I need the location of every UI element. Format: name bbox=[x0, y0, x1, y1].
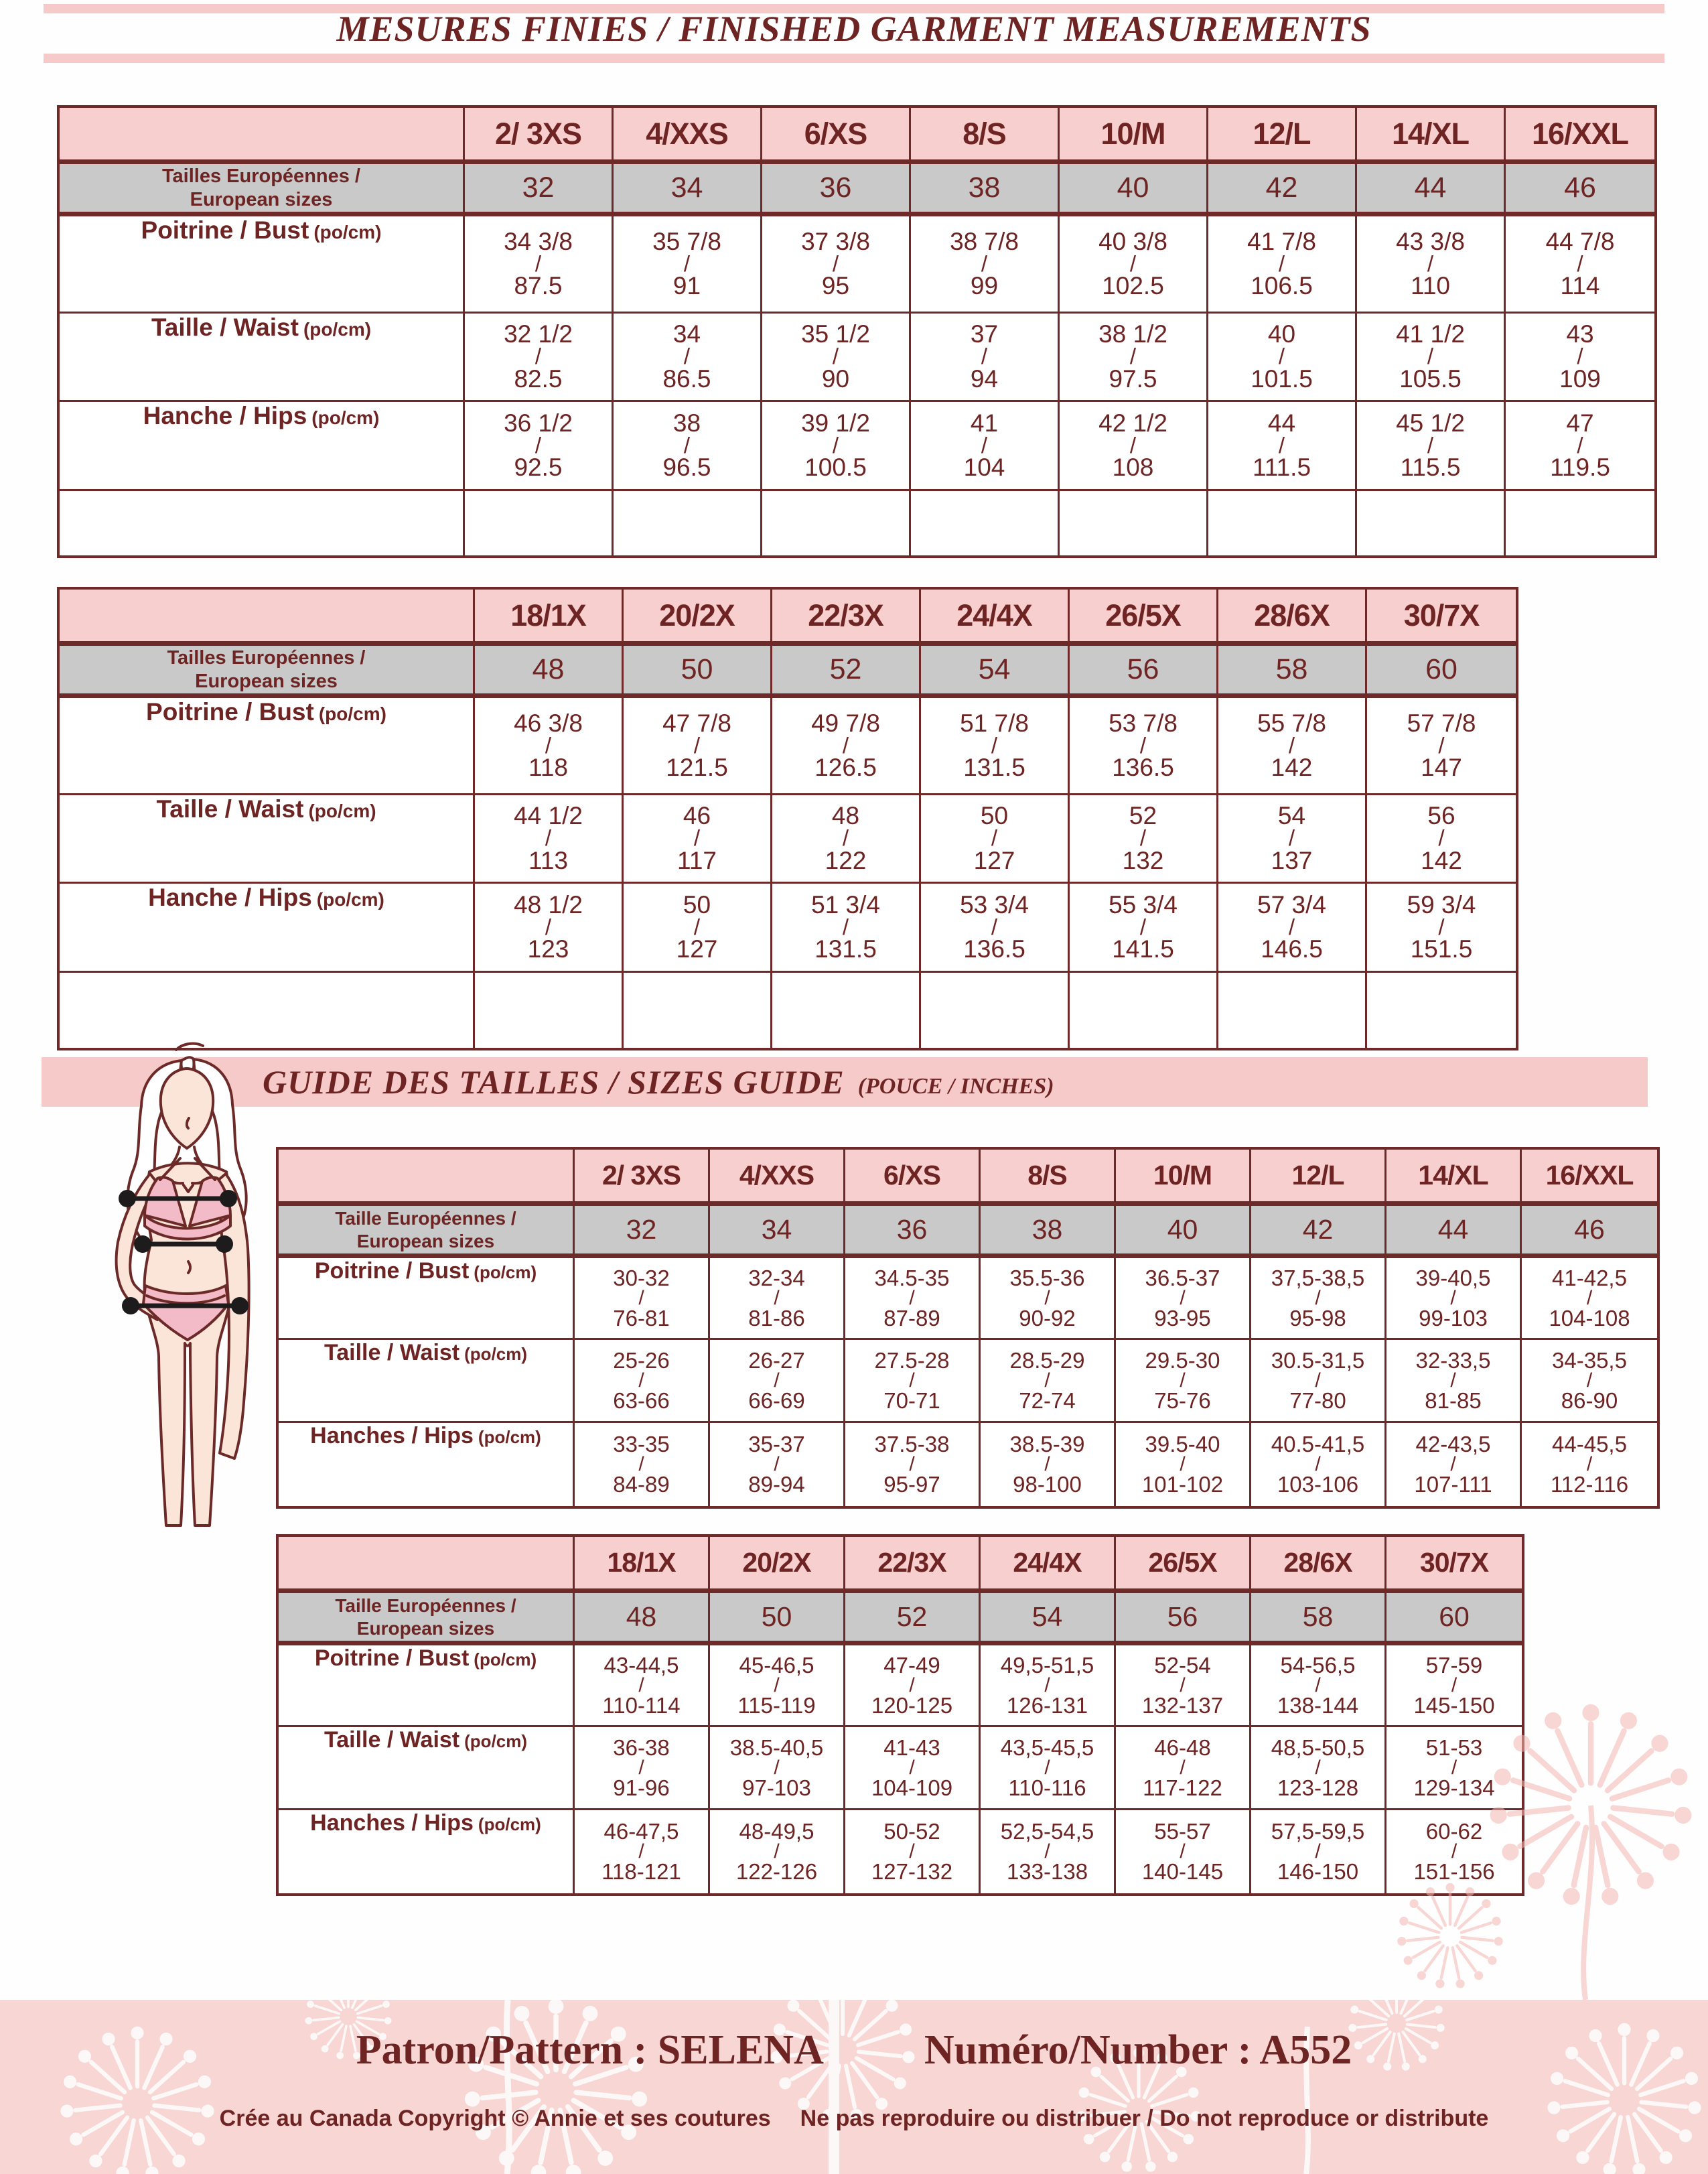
euro-size-cell: 56 bbox=[1116, 1593, 1251, 1645]
woman-figure-illustration bbox=[64, 1040, 305, 1530]
euro-size-cell: 52 bbox=[845, 1593, 981, 1645]
euro-size-cell: 50 bbox=[624, 646, 772, 698]
measurement-cell: 36.5-37 / 93-95 bbox=[1116, 1258, 1251, 1340]
euro-size-cell: 50 bbox=[710, 1593, 845, 1645]
dandelion-decoration-footer bbox=[0, 2000, 1708, 2174]
measurement-cell: 53 3/4 / 136.5 bbox=[921, 884, 1070, 973]
measurement-cell: 47-49 / 120-125 bbox=[845, 1645, 981, 1727]
footer-pattern-line bbox=[0, 2027, 1708, 2074]
measurement-row-label: Taille / Waist (po/cm) bbox=[60, 795, 475, 884]
measurement-cell: 44 1/2 / 113 bbox=[475, 795, 624, 884]
euro-size-cell: 38 bbox=[981, 1206, 1116, 1258]
measurement-cell: 32-33,5 / 81-85 bbox=[1386, 1340, 1522, 1423]
sizes-guide-table-standard bbox=[276, 1147, 1660, 1509]
top-stripe-2 bbox=[44, 54, 1664, 63]
measurement-cell: 45-46,5 / 115-119 bbox=[710, 1645, 845, 1727]
measurement-row-label: Poitrine / Bust (po/cm) bbox=[60, 216, 465, 314]
measurement-cell: 51-53 / 129-134 bbox=[1386, 1727, 1522, 1810]
measurement-cell: 32 1/2 / 82.5 bbox=[465, 314, 614, 402]
measurement-cell: 38 / 96.5 bbox=[614, 402, 762, 491]
euro-size-cell: 60 bbox=[1367, 646, 1516, 698]
measurement-cell: 34.5-35 / 87-89 bbox=[845, 1258, 981, 1340]
size-header-cell: 30/7X bbox=[1386, 1537, 1522, 1593]
size-header-cell: 8/S bbox=[911, 108, 1060, 164]
size-header-cell: 10/M bbox=[1116, 1150, 1251, 1206]
measurement-cell: 35-37 / 89-94 bbox=[710, 1423, 845, 1506]
size-header-cell: 22/3X bbox=[772, 590, 921, 646]
measurement-cell: 38 7/8 / 99 bbox=[911, 216, 1060, 314]
euro-size-cell: 36 bbox=[845, 1206, 981, 1258]
size-header-cell: 24/4X bbox=[921, 590, 1070, 646]
size-header-cell: 16/XXL bbox=[1506, 108, 1654, 164]
euro-size-cell: 40 bbox=[1060, 164, 1208, 216]
empty-cell bbox=[921, 973, 1070, 1048]
empty-cell bbox=[1357, 491, 1506, 555]
euro-size-cell: 42 bbox=[1208, 164, 1357, 216]
measurement-cell: 37,5-38,5 / 95-98 bbox=[1251, 1258, 1386, 1340]
euro-size-cell: 48 bbox=[475, 646, 624, 698]
table-corner-cell bbox=[60, 590, 475, 646]
measurement-cell: 40.5-41,5 / 103-106 bbox=[1251, 1423, 1386, 1506]
euro-sizes-label: Tailles Européennes / European sizes bbox=[60, 164, 465, 216]
size-header-cell: 28/6X bbox=[1218, 590, 1367, 646]
measurement-cell: 54-56,5 / 138-144 bbox=[1251, 1645, 1386, 1727]
measurement-cell: 49 7/8 / 126.5 bbox=[772, 698, 921, 795]
measurement-cell: 53 7/8 / 136.5 bbox=[1070, 698, 1218, 795]
sizes-guide-subtitle: (POUCE / INCHES) bbox=[857, 1074, 1054, 1099]
dandelion-decoration-right bbox=[1376, 1688, 1708, 2000]
euro-size-cell: 56 bbox=[1070, 646, 1218, 698]
measurement-cell: 57,5-59,5 / 146-150 bbox=[1251, 1810, 1386, 1893]
measurement-cell: 52-54 / 132-137 bbox=[1116, 1645, 1251, 1727]
size-header-cell: 6/XS bbox=[845, 1150, 981, 1206]
measurement-cell: 42 1/2 / 108 bbox=[1060, 402, 1208, 491]
table-corner-cell bbox=[279, 1150, 575, 1206]
size-header-cell: 14/XL bbox=[1357, 108, 1506, 164]
empty-cell bbox=[1218, 973, 1367, 1048]
empty-row-label-cell bbox=[60, 973, 475, 1048]
measurement-cell: 38 1/2 / 97.5 bbox=[1060, 314, 1208, 402]
measurement-cell: 33-35 / 84-89 bbox=[575, 1423, 710, 1506]
sizes-guide-title: GUIDE DES TAILLES / SIZES GUIDE bbox=[263, 1063, 845, 1101]
finished-measurements-table-plus bbox=[57, 587, 1518, 1050]
measurement-cell: 45 1/2 / 115.5 bbox=[1357, 402, 1506, 491]
size-header-cell: 8/S bbox=[981, 1150, 1116, 1206]
measurement-cell: 52 / 132 bbox=[1070, 795, 1218, 884]
measurement-cell: 60-62 / 151-156 bbox=[1386, 1810, 1522, 1893]
measurement-cell: 32-34 / 81-86 bbox=[710, 1258, 845, 1340]
measurement-cell: 40 3/8 / 102.5 bbox=[1060, 216, 1208, 314]
measurement-cell: 42-43,5 / 107-111 bbox=[1386, 1423, 1522, 1506]
measurement-cell: 39-40,5 / 99-103 bbox=[1386, 1258, 1522, 1340]
measurement-cell: 55 7/8 / 142 bbox=[1218, 698, 1367, 795]
euro-sizes-label: Tailles Européennes / European sizes bbox=[60, 646, 475, 698]
euro-size-cell: 60 bbox=[1386, 1593, 1522, 1645]
measurement-cell: 50-52 / 127-132 bbox=[845, 1810, 981, 1893]
measurement-cell: 30.5-31,5 / 77-80 bbox=[1251, 1340, 1386, 1423]
measurement-cell: 48-49,5 / 122-126 bbox=[710, 1810, 845, 1893]
empty-cell bbox=[1506, 491, 1654, 555]
size-header-cell: 26/5X bbox=[1116, 1537, 1251, 1593]
measurement-cell: 34 3/8 / 87.5 bbox=[465, 216, 614, 314]
measurement-cell: 44 / 111.5 bbox=[1208, 402, 1357, 491]
euro-size-cell: 38 bbox=[911, 164, 1060, 216]
measurement-cell: 34-35,5 / 86-90 bbox=[1522, 1340, 1657, 1423]
size-header-cell: 2/ 3XS bbox=[575, 1150, 710, 1206]
empty-cell bbox=[624, 973, 772, 1048]
empty-cell bbox=[465, 491, 614, 555]
size-header-cell: 28/6X bbox=[1251, 1537, 1386, 1593]
measurement-row-label: Hanches / Hips (po/cm) bbox=[279, 1810, 575, 1893]
size-header-cell: 26/5X bbox=[1070, 590, 1218, 646]
measurement-cell: 50 / 127 bbox=[624, 884, 772, 973]
measurement-cell: 54 / 137 bbox=[1218, 795, 1367, 884]
measurement-cell: 41 7/8 / 106.5 bbox=[1208, 216, 1357, 314]
no-reproduce-text: Ne pas reproduire ou distribuer / Do not reproduce or distribute bbox=[800, 2106, 1489, 2131]
measurement-cell: 55-57 / 140-145 bbox=[1116, 1810, 1251, 1893]
finished-measurements-table-standard bbox=[57, 105, 1657, 558]
euro-size-cell: 48 bbox=[575, 1593, 710, 1645]
measurement-cell: 38.5-39 / 98-100 bbox=[981, 1423, 1116, 1506]
measurement-cell: 41-43 / 104-109 bbox=[845, 1727, 981, 1810]
measurement-cell: 57-59 / 145-150 bbox=[1386, 1645, 1522, 1727]
euro-size-cell: 32 bbox=[575, 1206, 710, 1258]
measurement-cell: 37 / 94 bbox=[911, 314, 1060, 402]
measurement-cell: 57 7/8 / 147 bbox=[1367, 698, 1516, 795]
measurement-row-label: Poitrine / Bust (po/cm) bbox=[60, 698, 475, 795]
measurement-cell: 38.5-40,5 / 97-103 bbox=[710, 1727, 845, 1810]
euro-size-cell: 58 bbox=[1218, 646, 1367, 698]
measurement-cell: 26-27 / 66-69 bbox=[710, 1340, 845, 1423]
euro-size-cell: 54 bbox=[921, 646, 1070, 698]
empty-cell bbox=[1208, 491, 1357, 555]
size-header-cell: 16/XXL bbox=[1522, 1150, 1657, 1206]
size-header-cell: 6/XS bbox=[762, 108, 911, 164]
footer-copyright-line bbox=[0, 2106, 1708, 2132]
measurement-cell: 37 3/8 / 95 bbox=[762, 216, 911, 314]
empty-cell bbox=[475, 973, 624, 1048]
euro-size-cell: 54 bbox=[981, 1593, 1116, 1645]
measurement-cell: 35.5-36 / 90-92 bbox=[981, 1258, 1116, 1340]
measurement-cell: 34 / 86.5 bbox=[614, 314, 762, 402]
measurement-cell: 46 3/8 / 118 bbox=[475, 698, 624, 795]
size-header-cell: 12/L bbox=[1208, 108, 1357, 164]
measurement-cell: 59 3/4 / 151.5 bbox=[1367, 884, 1516, 973]
measurement-row-label: Poitrine / Bust (po/cm) bbox=[279, 1645, 575, 1727]
measurement-cell: 55 3/4 / 141.5 bbox=[1070, 884, 1218, 973]
measurement-cell: 43-44,5 / 110-114 bbox=[575, 1645, 710, 1727]
measurement-cell: 36-38 / 91-96 bbox=[575, 1727, 710, 1810]
size-header-cell: 30/7X bbox=[1367, 590, 1516, 646]
pattern-number: Numéro/Number : A552 bbox=[924, 2027, 1352, 2073]
measurement-cell: 35 7/8 / 91 bbox=[614, 216, 762, 314]
measurement-cell: 28.5-29 / 72-74 bbox=[981, 1340, 1116, 1423]
measurement-cell: 51 7/8 / 131.5 bbox=[921, 698, 1070, 795]
euro-size-cell: 40 bbox=[1116, 1206, 1251, 1258]
table-corner-cell bbox=[279, 1537, 575, 1593]
measurement-cell: 29.5-30 / 75-76 bbox=[1116, 1340, 1251, 1423]
measurement-cell: 46-47,5 / 118-121 bbox=[575, 1810, 710, 1893]
measurement-cell: 35 1/2 / 90 bbox=[762, 314, 911, 402]
euro-size-cell: 34 bbox=[614, 164, 762, 216]
measurement-cell: 57 3/4 / 146.5 bbox=[1218, 884, 1367, 973]
empty-cell bbox=[1367, 973, 1516, 1048]
measurement-cell: 51 3/4 / 131.5 bbox=[772, 884, 921, 973]
size-header-cell: 24/4X bbox=[981, 1537, 1116, 1593]
size-header-cell: 20/2X bbox=[710, 1537, 845, 1593]
measurement-cell: 56 / 142 bbox=[1367, 795, 1516, 884]
size-header-cell: 14/XL bbox=[1386, 1150, 1522, 1206]
size-header-cell: 4/XXS bbox=[710, 1150, 845, 1206]
measurement-row-label: Taille / Waist (po/cm) bbox=[279, 1727, 575, 1810]
empty-cell bbox=[911, 491, 1060, 555]
measurement-cell: 48 1/2 / 123 bbox=[475, 884, 624, 973]
empty-cell bbox=[1060, 491, 1208, 555]
measurement-cell: 37.5-38 / 95-97 bbox=[845, 1423, 981, 1506]
size-header-cell: 4/XXS bbox=[614, 108, 762, 164]
sizes-guide-table-plus bbox=[276, 1534, 1524, 1896]
measurement-cell: 46 / 117 bbox=[624, 795, 772, 884]
euro-size-cell: 46 bbox=[1522, 1206, 1657, 1258]
size-header-cell: 18/1X bbox=[575, 1537, 710, 1593]
empty-cell bbox=[762, 491, 911, 555]
measurement-cell: 43 3/8 / 110 bbox=[1357, 216, 1506, 314]
euro-size-cell: 32 bbox=[465, 164, 614, 216]
measurement-cell: 43 / 109 bbox=[1506, 314, 1654, 402]
measurement-cell: 47 / 119.5 bbox=[1506, 402, 1654, 491]
measurement-cell: 41 / 104 bbox=[911, 402, 1060, 491]
size-header-cell: 2/ 3XS bbox=[465, 108, 614, 164]
footer-band bbox=[0, 2000, 1708, 2174]
euro-size-cell: 42 bbox=[1251, 1206, 1386, 1258]
measurement-row-label: Hanche / Hips (po/cm) bbox=[60, 884, 475, 973]
euro-size-cell: 44 bbox=[1357, 164, 1506, 216]
measurement-cell: 44-45,5 / 112-116 bbox=[1522, 1423, 1657, 1506]
measurement-cell: 48 / 122 bbox=[772, 795, 921, 884]
measurement-cell: 27.5-28 / 70-71 bbox=[845, 1340, 981, 1423]
measurement-row-label: Poitrine / Bust (po/cm) bbox=[279, 1258, 575, 1340]
measurement-cell: 49,5-51,5 / 126-131 bbox=[981, 1645, 1116, 1727]
size-header-cell: 18/1X bbox=[475, 590, 624, 646]
measurement-cell: 36 1/2 / 92.5 bbox=[465, 402, 614, 491]
measurement-row-label: Taille / Waist (po/cm) bbox=[60, 314, 465, 402]
size-header-cell: 12/L bbox=[1251, 1150, 1386, 1206]
size-header-cell: 10/M bbox=[1060, 108, 1208, 164]
measurement-cell: 47 7/8 / 121.5 bbox=[624, 698, 772, 795]
page-title: MESURES FINIES / FINISHED GARMENT MEASUREMENTS bbox=[336, 9, 1372, 49]
measurement-cell: 46-48 / 117-122 bbox=[1116, 1727, 1251, 1810]
measurement-row-label: Hanches / Hips (po/cm) bbox=[279, 1423, 575, 1506]
empty-cell bbox=[614, 491, 762, 555]
euro-sizes-label: Taille Européennes / European sizes bbox=[279, 1593, 575, 1645]
measurement-row-label: Taille / Waist (po/cm) bbox=[279, 1340, 575, 1423]
measurement-row-label: Hanche / Hips (po/cm) bbox=[60, 402, 465, 491]
table-corner-cell bbox=[60, 108, 465, 164]
measurement-cell: 52,5-54,5 / 133-138 bbox=[981, 1810, 1116, 1893]
measurement-cell: 25-26 / 63-66 bbox=[575, 1340, 710, 1423]
measurement-cell: 39 1/2 / 100.5 bbox=[762, 402, 911, 491]
euro-size-cell: 46 bbox=[1506, 164, 1654, 216]
empty-row-label-cell bbox=[60, 491, 465, 555]
sizes-guide-heading bbox=[263, 1063, 1054, 1101]
pattern-name: Patron/Pattern : SELENA bbox=[356, 2027, 824, 2073]
measurement-cell: 50 / 127 bbox=[921, 795, 1070, 884]
measurement-cell: 41-42,5 / 104-108 bbox=[1522, 1258, 1657, 1340]
empty-cell bbox=[772, 973, 921, 1048]
measurement-cell: 39.5-40 / 101-102 bbox=[1116, 1423, 1251, 1506]
measurement-cell: 41 1/2 / 105.5 bbox=[1357, 314, 1506, 402]
measurement-cell: 44 7/8 / 114 bbox=[1506, 216, 1654, 314]
empty-cell bbox=[1070, 973, 1218, 1048]
measurement-cell: 43,5-45,5 / 110-116 bbox=[981, 1727, 1116, 1810]
euro-sizes-label: Taille Européennes / European sizes bbox=[279, 1206, 575, 1258]
size-header-cell: 20/2X bbox=[624, 590, 772, 646]
euro-size-cell: 52 bbox=[772, 646, 921, 698]
measurement-cell: 48,5-50,5 / 123-128 bbox=[1251, 1727, 1386, 1810]
euro-size-cell: 58 bbox=[1251, 1593, 1386, 1645]
measurement-cell: 30-32 / 76-81 bbox=[575, 1258, 710, 1340]
euro-size-cell: 36 bbox=[762, 164, 911, 216]
euro-size-cell: 44 bbox=[1386, 1206, 1522, 1258]
size-header-cell: 22/3X bbox=[845, 1537, 981, 1593]
measurement-cell: 40 / 101.5 bbox=[1208, 314, 1357, 402]
copyright-text: Crée au Canada Copyright © Annie et ses coutures bbox=[219, 2106, 771, 2131]
euro-size-cell: 34 bbox=[710, 1206, 845, 1258]
